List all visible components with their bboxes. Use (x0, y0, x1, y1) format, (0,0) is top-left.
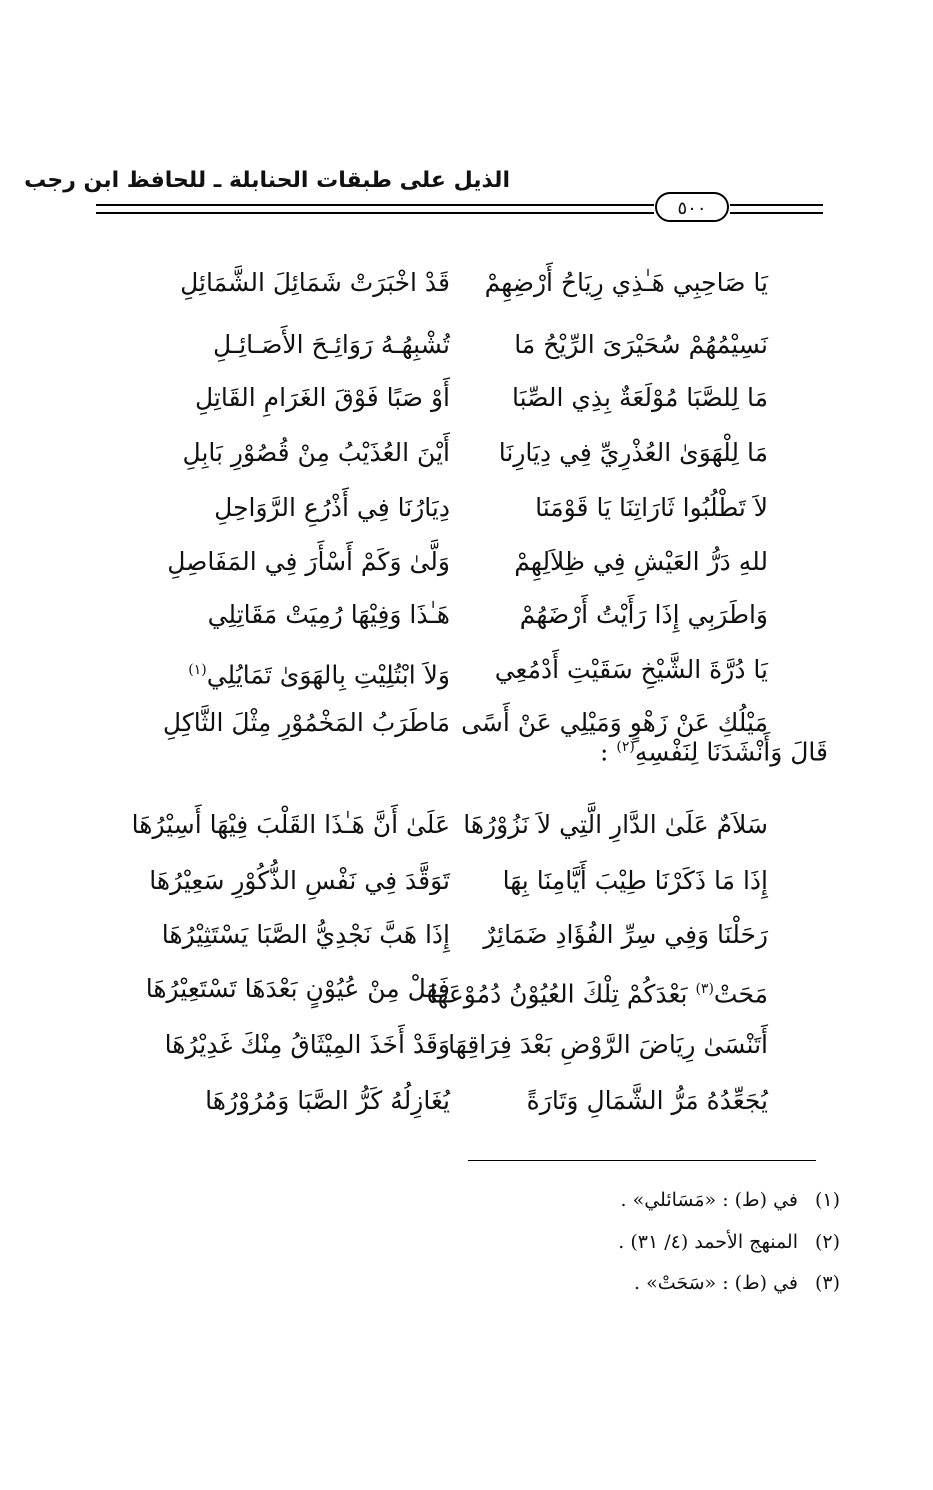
footnote (400, 1182, 840, 1218)
page-number: ٥٠٠ (655, 192, 729, 222)
verse-left-hemistich: فَهَلْ مِنْ عُيُوْنٍ بَعْدَهَا تَسْتَعِيْرُهَا (145, 974, 450, 1003)
verse-right-hemistich: مَا لِلْهَوَىٰ العُذْرِيِّ فِي دِيَارِنَا (498, 438, 768, 467)
intro-text: قَالَ وَأَنْشَدَنَا لِنَفْسِهِ (634, 737, 828, 767)
verse-right-hemistich: للهِ دَرُّ العَيْشِ فِي ظِلاَلِهِمْ (514, 547, 768, 576)
verse-right-hemistich: أَتَنْسَىٰ رِيَاضَ الرَّوْضِ بَعْدَ فِرَاقِهَا (448, 1030, 768, 1059)
verse-left-hemistich: إِذَا هَبَّ نَجْدِيُّ الصَّبَا يَسْتَثِيْرُهَا (161, 920, 450, 949)
verse-left-hemistich (160, 645, 450, 695)
header-rule-left (96, 204, 654, 214)
verse-right-hemistich (429, 964, 768, 1014)
verse-right-hemistich: يَا صَاحِبِي هَـٰذِي رِيَاحُ أَرْضِهِمْ (484, 268, 768, 297)
verse-right-hemistich: يَا دُرَّةَ الشَّيْخِ سَقَيْتِ أَدْمُعِي (494, 655, 768, 684)
footnote-ref: (٢) (616, 739, 635, 755)
hemistich-text: وَلاَ ابْتُلِيْتِ بِالهَوَىٰ تَمَايُلِي (206, 660, 450, 690)
hemistich-prefix: مَحَتْ (713, 979, 768, 1009)
verse-right-hemistich: مَيْلُكِ عَنْ زَهْوٍ وَمَيْلِي عَنْ أَسًى (461, 708, 768, 737)
poem-intro (520, 722, 828, 772)
verse-left-hemistich: وَقَدْ أَخَذَ المِيْثَاقُ مِنْكَ غَدِيْرُهَا (164, 1030, 450, 1059)
intro-colon: : (600, 737, 617, 767)
verse-right-hemistich: وَاطَرَبِي إِذَا رَأَيْتُ أَرْضَهُمْ (519, 600, 768, 629)
verse-left-hemistich: دِيَارُنَا فِي أَذْرُعِ الرَّوَاحِلِ (214, 493, 450, 522)
verse-left-hemistich: هَـٰذَا وَفِيْهَا رُمِيَتْ مَقَاتِلِي (207, 600, 450, 629)
hemistich-text: بَعْدَكُمْ تِلْكَ العُيُوْنُ دُمُوْعَهَا (429, 979, 688, 1009)
verse-left-hemistich: تَوَقَّدَ فِي نَفْسِ الذُّكُوْرِ سَعِيْرُهَا (149, 866, 450, 895)
footnote-text: في (ط) : «مَسَائلي» . (620, 1189, 798, 1211)
footnote-number: (٣) (814, 1272, 840, 1294)
verse-right-hemistich: سَلاَمٌ عَلَىٰ الدَّارِ الَّتِي لاَ نَزُوْرُهَا (463, 810, 768, 839)
footnote (400, 1224, 840, 1260)
footnote-ref: (١) (188, 662, 207, 678)
footnote-text: في (ط) : «سَحَتْ» . (633, 1272, 798, 1294)
verse-left-hemistich: قَدْ اخْبَرَتْ شَمَائِلَ الشَّمَائِلِ (180, 268, 450, 297)
verse-left-hemistich: يُغَازِلُهُ كَرُّ الصَّبَا وَمُرُوْرُهَا (205, 1086, 450, 1115)
verse-left-hemistich: أَوْ صَبًا فَوْقَ الغَرَامِ القَاتِلِ (194, 383, 450, 412)
verse-left-hemistich: مَاطَرَبُ المَخْمُوْرِ مِثْلَ الثَّاكِلِ (162, 708, 450, 737)
footnote-number: (٢) (814, 1231, 840, 1253)
running-title: الذيل على طبقات الحنابلة ـ للحافظ ابن رجب (24, 168, 510, 193)
footnote-number: (١) (814, 1189, 840, 1211)
footnote-ref: (٣) (695, 981, 714, 997)
verse-left-hemistich: أَيْنَ العُذَيْبُ مِنْ قُصُوْرِ بَابِلِ (182, 438, 450, 467)
verse-right-hemistich: لاَ تَطْلُبُوا ثَارَاتِنَا يَا قَوْمَنَا (535, 493, 768, 522)
verse-right-hemistich: إِذَا مَا ذَكَرْنَا طِيْبَ أَيَّامِنَا بِهَا (502, 866, 768, 895)
footnote-rule (468, 1160, 816, 1161)
verse-left-hemistich: عَلَىٰ أَنَّ هَـٰذَا القَلْبَ فِيْهَا أَسِيْرُهَا (131, 810, 450, 839)
header-rule-right (730, 204, 823, 214)
verse-left-hemistich: تُشْبِهُـهُ رَوَائِـحَ الأَصَـائِـلِ (212, 330, 450, 359)
verse-right-hemistich: نَسِيْمُهُمْ سُحَيْرَىَ الرِّيْحُ مَا (514, 330, 768, 359)
verse-left-hemistich: وَلَّىٰ وَكَمْ أَسْأَرَ فِي المَفَاصِلِ (167, 547, 450, 576)
verse-right-hemistich: يُجَعِّدُهُ مَرُّ الشَّمَالِ وَتَارَةً (526, 1086, 768, 1115)
verse-right-hemistich: مَا لِلصَّبَا مُوْلَعَةٌ بِذِي الصِّبَا (512, 383, 768, 412)
footnote-text: المنهج الأحمد (٤/ ٣١) . (618, 1231, 798, 1253)
footnote (400, 1265, 840, 1301)
verse-right-hemistich: رَحَلْنَا وَفِي سِرِّ الفُؤَادِ ضَمَائِرٌ (483, 920, 768, 949)
